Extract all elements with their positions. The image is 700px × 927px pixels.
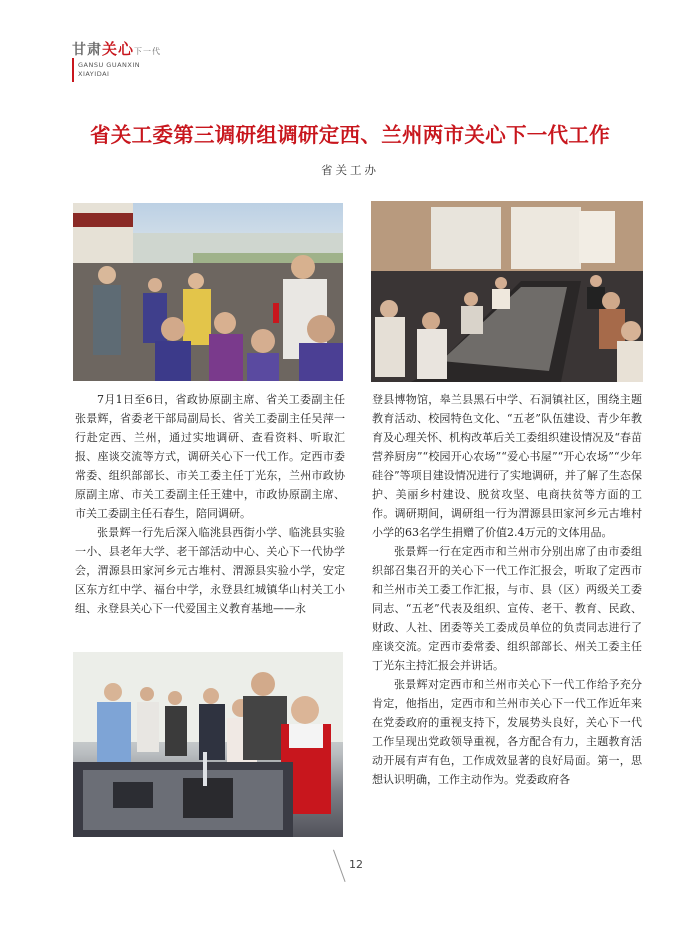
photo-outdoor-visit-illustration bbox=[73, 203, 343, 381]
masthead-brand-part-1: 甘肃 bbox=[72, 42, 102, 58]
photo-outdoor-visit bbox=[73, 203, 343, 381]
article-body-left bbox=[75, 390, 345, 618]
masthead-logo bbox=[72, 38, 182, 86]
paragraph-4: 张景辉对定西市和兰州市关心下一代工作给予充分肯定，他指出，定西市和兰州市关心下一代工作近年来在党委政府的重视支持下，发展势头良好，关心下一代工作呈现出党政领导重视，各方配合有力，主题教育活动开展有声有色，工作成效显著的良好局面。第一，思想认识明确，工作主动作为。党委政府各 bbox=[372, 678, 642, 786]
paragraph-2-continued: 登县博物馆，皋兰县黑石中学、石洞镇社区，围绕主题教育活动、校园特色文化、“五老”队伍建设、青少年教育及心理关怀、机构改革后关工委组织建设情况及“春苗营养厨房”“校园开心农场”“爱心书屋”“开心农场”“少年硅谷”等项目建设情况进行了实地调研，并了解了生态保护、美丽乡村建设、脱贫攻坚、电商扶贫等方面的工作。调研期间，调研组一行为渭源县田家河乡元古堆村小学的63名学生捐赠了价值2.4万元的文体用品。 bbox=[372, 393, 642, 539]
photo-meeting bbox=[371, 201, 643, 382]
photo-meeting-illustration bbox=[371, 201, 643, 382]
article-title: 省关工委第三调研组调研定西、兰州两市关心下一代工作 bbox=[90, 123, 610, 147]
photo-robotics-exhibit bbox=[73, 652, 343, 837]
photo-robotics-exhibit-illustration bbox=[73, 652, 343, 837]
masthead-english-line-1: GANSU GUANXIN bbox=[78, 61, 141, 69]
paragraph-2: 张景辉一行先后深入临洮县西街小学、临洮县实验一小、县老年大学、老干部活动中心、关心下一代协学会，渭源县田家河乡元古堆村、渭源县实验小学，安定区东方红中学、福台中学，永登县红城镇华山村关工小组、永登县关心下一代爱国主义教育基地——永 bbox=[75, 526, 345, 615]
page-number: 12 bbox=[349, 858, 363, 871]
footer-divider bbox=[333, 850, 346, 882]
masthead-english-line-2: XIAYIDAI bbox=[78, 70, 110, 78]
masthead-brand bbox=[72, 38, 161, 59]
paragraph-3: 张景辉一行在定西市和兰州市分别出席了由市委组织部召集召开的关心下一代工作汇报会，听取了定西市和兰州市关工委工作汇报，与市、县（区）两级关工委同志、“五老”代表及组织、宣传、老干、教育、民政、财政、人社、团委等关工委成员单位的负责同志进行了座谈交流。定西市委常委、组织部部长、州关工委主任丁光东主持汇报会并讲话。 bbox=[372, 545, 642, 672]
masthead-accent-line bbox=[72, 58, 74, 82]
article-body-right bbox=[372, 390, 642, 789]
masthead-brand-part-2: 关心 bbox=[102, 40, 135, 58]
masthead-brand-part-3: 下一代 bbox=[134, 47, 162, 56]
paragraph-1: 7月1日至6日，省政协原副主席、省关工委副主任张景辉，省委老干部局副局长、省关工委副主任吴萍一行赴定西、兰州，通过实地调研、查看资料、听取汇报、座谈交流等方式，调研关心下一代工作。定西市委常委、组织部部长、市关工委主任丁光东，兰州市政协原副主席、市关工委副主任王建中，市政协原副主席、市关工委副主任石春生，陪同调研。 bbox=[75, 393, 345, 520]
article-author: 省关工办 bbox=[321, 163, 379, 177]
